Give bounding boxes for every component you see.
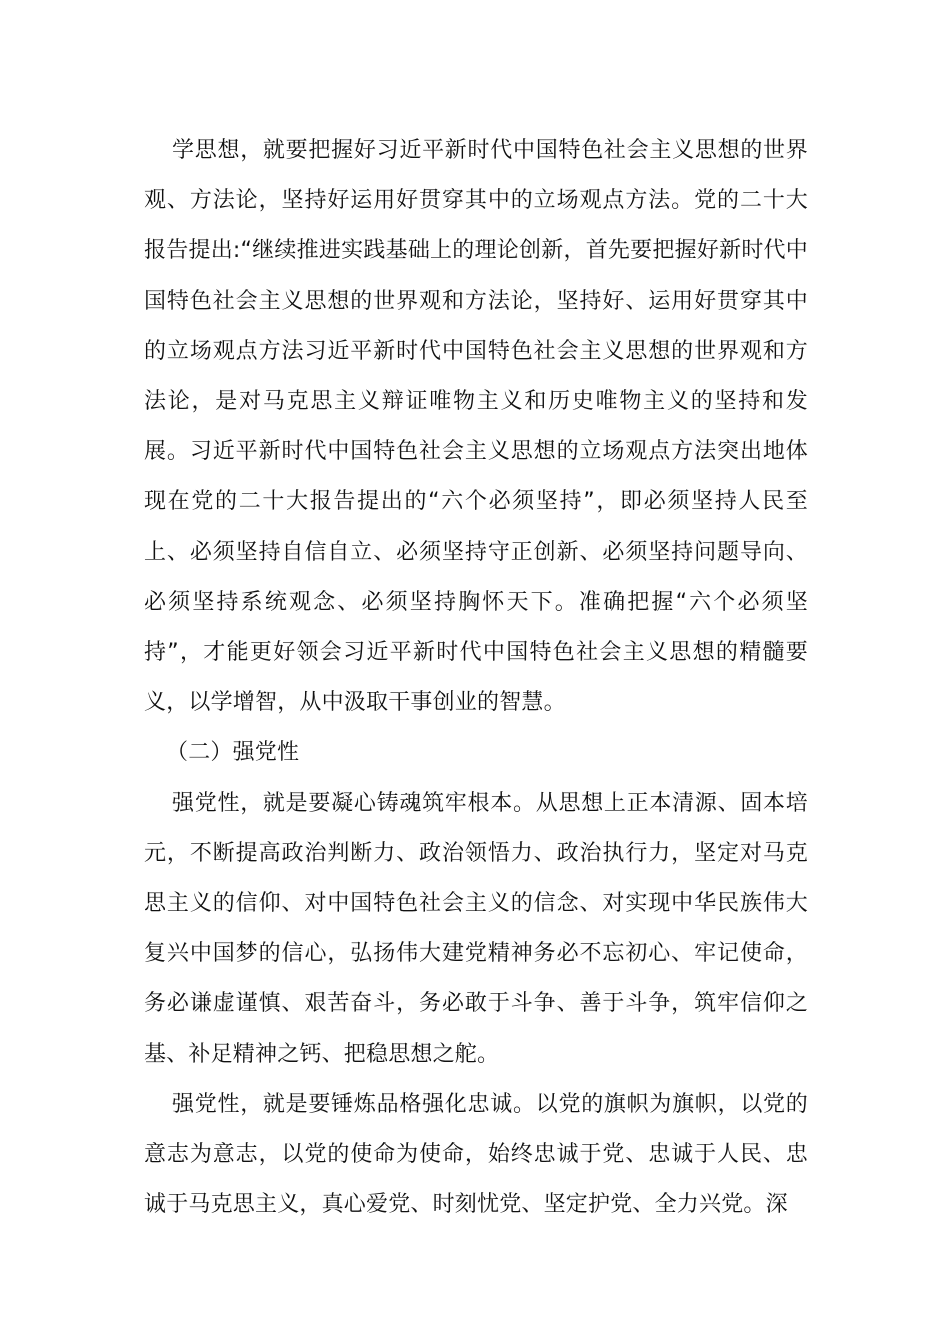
paragraph-party-spirit-2: 强党性，就是要锤炼品格强化忠诚。以党的旗帜为旗帜，以党的意志为意志，以党的使命为使命，始终忠诚于党、忠诚于人民、忠诚于马克思主义，真心爱党、时刻忧党、坚定护党、全力兴党。深	[144, 1091, 808, 1218]
paragraph-study-thought: 学思想，就要把握好习近平新时代中国特色社会主义思想的世界观、方法论，坚持好运用好贯穿其中的立场观点方法。党的二十大报告提出:“继续推进实践基础上的理论创新，首先要把握好新时代中国特色社会主义思想的世界观和方法论，坚持好、运用好贯穿其中的立场观点方法习近平新时代中国特色社会主义思想的世界观和方法论，是对马克思主义辩证唯物主义和历史唯物主义的坚持和发展。习近平新时代中国特色社会主义思想的立场观点方法突出地体现在党的二十大报告提出的“六个必须坚持”，即必须坚持人民至上、必须坚持自信自立、必须坚持守正创新、必须坚持问题导向、必须坚持系统观念、必须坚持胸怀天下。准确把握“六个必须坚持”，才能更好领会习近平新时代中国特色社会主义思想的精髓要义，以学增智，从中汲取干事创业的智慧。	[144, 138, 808, 716]
document-body	[144, 126, 808, 1230]
section-heading: （二）强党性	[166, 740, 300, 766]
paragraph-party-spirit-1: 强党性，就是要凝心铸魂筑牢根本。从思想上正本清源、固本培元，不断提高政治判断力、政治领悟力、政治执行力，坚定对马克思主义的信仰、对中国特色社会主义的信念、对实现中华民族伟大复兴中国梦的信心，弘扬伟大建党精神务必不忘初心、牢记使命，务必谦虚谨慎、艰苦奋斗，务必敢于斗争、善于斗争，筑牢信仰之基、补足精神之钙、把稳思想之舵。	[144, 790, 808, 1067]
